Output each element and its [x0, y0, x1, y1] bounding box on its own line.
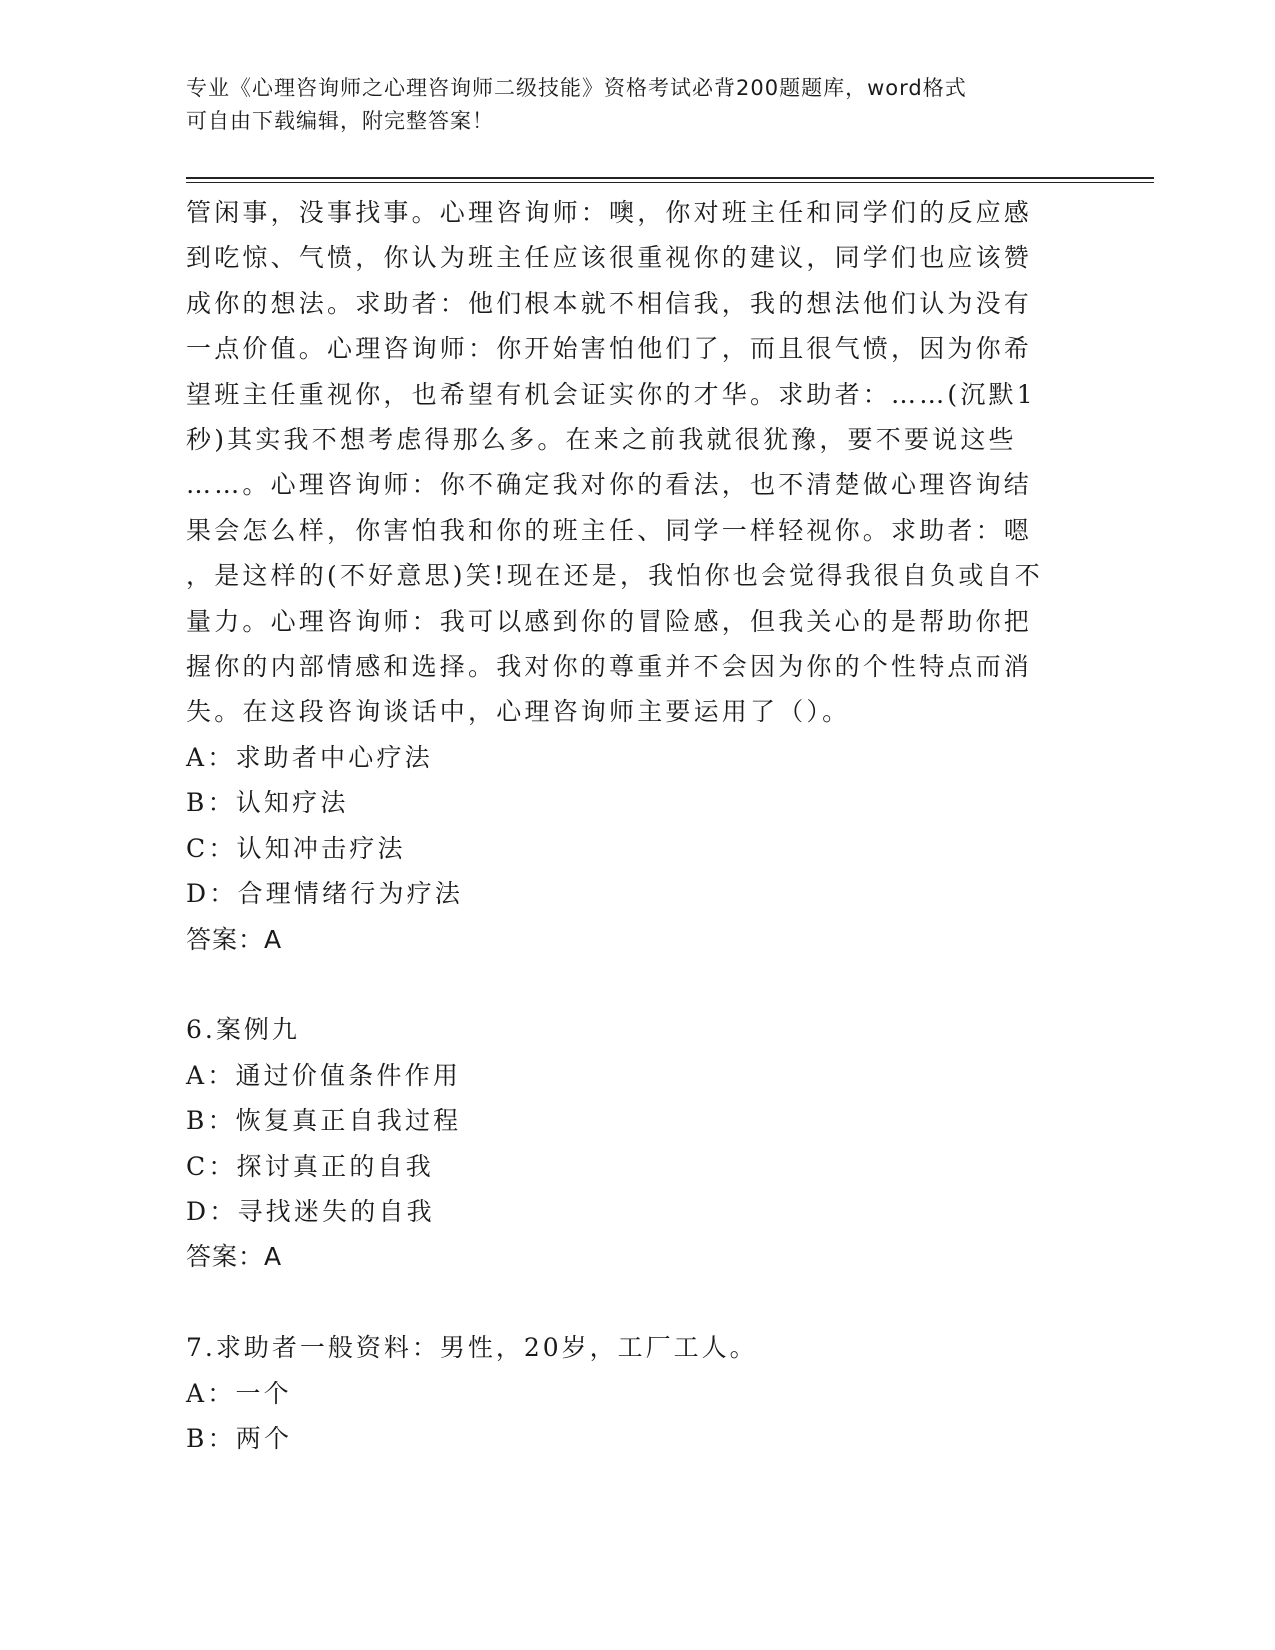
option-c: C：探讨真正的自我 — [186, 1151, 434, 1181]
option-d: D：寻找迷失的自我 — [186, 1196, 435, 1226]
header-divider-thin — [186, 182, 1154, 183]
question-5-passage — [186, 190, 1066, 735]
passage-line: 一点价值。心理咨询师：你开始害怕他们了，而且很气愤，因为你希 — [186, 334, 1033, 364]
option-a: A：求助者中心疗法 — [186, 742, 433, 772]
document-header — [186, 72, 1086, 138]
question-5-answer: 答案：A — [186, 924, 283, 954]
option-a: A：一个 — [186, 1378, 292, 1408]
passage-line: 秒)其实我不想考虑得那么多。在来之前我就很犹豫，要不要说这些 — [186, 425, 1017, 455]
passage-line: 管闲事，没事找事。心理咨询师：噢，你对班主任和同学们的反应感 — [186, 198, 1033, 227]
document-body — [186, 190, 1066, 1461]
question-7-options — [186, 1371, 1066, 1462]
question-7-title: 7.求助者一般资料：男性，20岁，工厂工人。 — [186, 1333, 758, 1363]
passage-line: ，是这样的(不好意思)笑!现在还是，我怕你也会觉得我很自负或自不 — [186, 561, 1043, 591]
header-line-2: 可自由下载编辑，附完整答案！ — [186, 109, 494, 133]
header-divider-thick — [186, 177, 1154, 179]
question-5-options — [186, 735, 1066, 917]
passage-line: 到吃惊、气愤，你认为班主任应该很重视你的建议，同学们也应该赞 — [186, 243, 1033, 273]
question-6-options — [186, 1053, 1066, 1235]
header-line-1: 专业《心理咨询师之心理咨询师二级技能》资格考试必背200题题库，word格式 — [186, 76, 967, 100]
question-6-title: 6.案例九 — [186, 1015, 300, 1045]
spacer — [186, 962, 1066, 1007]
question-6-answer: 答案：A — [186, 1242, 283, 1272]
spacer — [186, 1280, 1066, 1325]
passage-line: 望班主任重视你，也希望有机会证实你的才华。求助者：……(沉默1 — [186, 379, 1036, 409]
passage-line: 失。在这段咨询谈话中，心理咨询师主要运用了（）。 — [186, 697, 851, 727]
passage-line: 成你的想法。求助者：他们根本就不相信我，我的想法他们认为没有 — [186, 288, 1033, 318]
option-b: B：两个 — [186, 1423, 293, 1453]
passage-line: 量力。心理咨询师：我可以感到你的冒险感，但我关心的是帮助你把 — [186, 606, 1033, 636]
option-b: B：认知疗法 — [186, 788, 349, 818]
option-d: D：合理情绪行为疗法 — [186, 879, 464, 909]
passage-line: ……。心理咨询师：你不确定我对你的看法，也不清楚做心理咨询结 — [186, 470, 1033, 500]
option-c: C：认知冲击疗法 — [186, 833, 406, 863]
option-a: A：通过价值条件作用 — [186, 1060, 462, 1090]
option-b: B：恢复真正自我过程 — [186, 1106, 462, 1136]
passage-line: 握你的内部情感和选择。我对你的尊重并不会因为你的个性特点而消 — [186, 652, 1033, 682]
passage-line: 果会怎么样，你害怕我和你的班主任、同学一样轻视你。求助者：嗯 — [186, 515, 1033, 545]
